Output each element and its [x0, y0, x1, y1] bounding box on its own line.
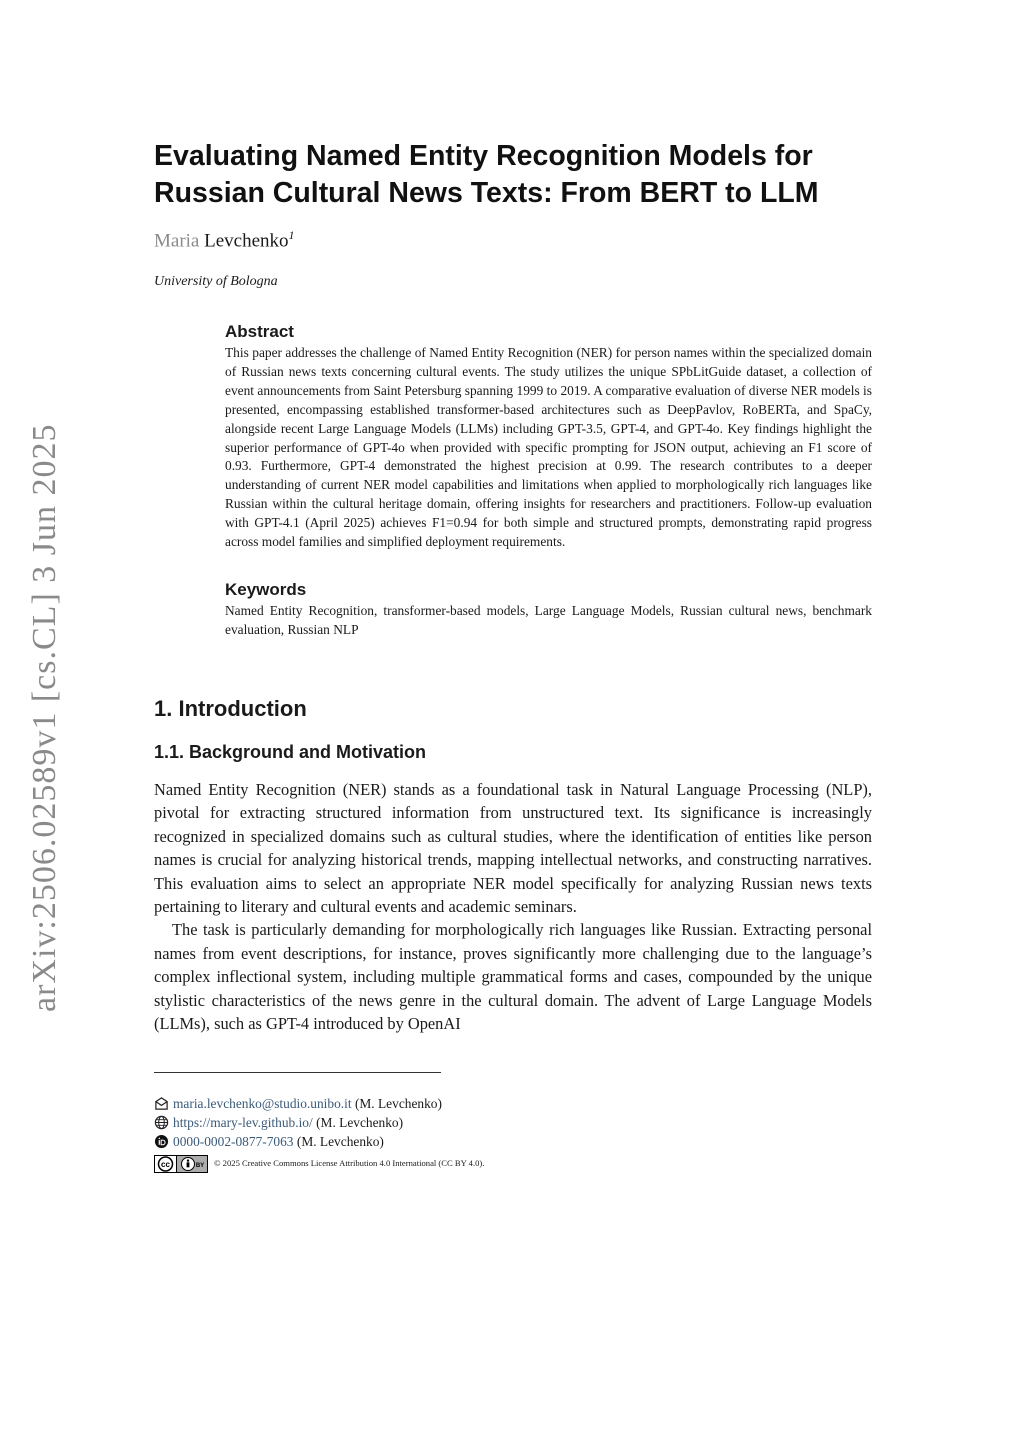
footnotes: [154, 1094, 484, 1173]
orcid-link[interactable]: 0000-0002-0877-7063: [173, 1134, 294, 1149]
url-owner: (M. Levchenko): [316, 1115, 404, 1130]
keywords-text: Named Entity Recognition, transformer-based models, Large Language Models, Russian cultural news, benchmark evaluation, Russian NLP: [225, 603, 872, 637]
paper-title: [154, 138, 874, 212]
author-first-name: Maria: [154, 230, 200, 252]
by-label: BY: [195, 1162, 205, 1169]
title-line-2: Russian Cultural News Texts: From BERT to LLM: [154, 177, 819, 209]
email-link[interactable]: maria.levchenko@studio.unibo.it: [173, 1096, 352, 1111]
body-text: [154, 778, 872, 1035]
footnote-email: [154, 1094, 484, 1113]
title-line-1: Evaluating Named Entity Recognition Models for: [154, 140, 813, 172]
homepage-link[interactable]: https://mary-lev.github.io/: [173, 1115, 313, 1130]
abstract-text: This paper addresses the challenge of Named Entity Recognition (NER) for person names within the specialized domain of Russian news texts concerning cultural events. The study utilizes the unique SPbLitGuide dataset, a collection of event announcements from Saint Petersburg spanning 1999 to 2019. A comparative evaluation of diverse NER models is presented, encompassing established transformer-based architectures such as DeepPavlov, RoBERTa, and SpaCy, alongside recent Large Language Models (LLMs) including GPT-3.5, GPT-4, and GPT-4o. Key findings highlight the superior performance of GPT-4o when provided with specific prompting for JSON output, achieving an F1 score of 0.93. Furthermore, GPT-4 demonstrated the highest precision at 0.99. The research contributes to a deeper understanding of current NER model capabilities and limitations when applied to morphologically rich languages like Russian within the cultural heritage domain, offering insights for researchers and practitioners. Follow-up evaluation with GPT-4.1 (April 2025) achieves F1=0.94 for both simple and structured prompts, demonstrating rapid progress across model families and simplified deployment requirements.: [225, 345, 872, 550]
abstract-heading: Abstract: [225, 322, 294, 341]
footnote-orcid: [154, 1132, 484, 1151]
orcid-owner: (M. Levchenko): [296, 1134, 384, 1149]
author: [154, 228, 295, 252]
affiliation: University of Bologna: [154, 274, 278, 289]
cc-by-license-icon: [154, 1155, 208, 1173]
cc-label: cc: [161, 1159, 170, 1169]
author-last-name: Levchenko: [204, 230, 289, 252]
orcid-icon: [154, 1134, 169, 1149]
keywords-section: [225, 580, 872, 640]
paragraph-2: The task is particularly demanding for morphologically rich languages like Russian. Extracting personal names from event descriptions, for instance, proves significantly more challenging due to the language’s complex inflectional system, including multiple grammatical forms and cases, compounded by the unique stylistic characteristics of the news genre in the cultural domain. The advent of Large Language Models (LLMs), such as GPT-4 introduced by OpenAI: [154, 920, 872, 1034]
globe-icon: [154, 1115, 169, 1130]
arxiv-identifier: arXiv:2506.02589v1 [cs.CL] 3 Jun 2025: [26, 423, 63, 1012]
keywords-heading: Keywords: [225, 580, 307, 599]
footnote-url: [154, 1113, 484, 1132]
email-owner: (M. Levchenko): [354, 1096, 442, 1111]
author-affiliation-mark: 1: [288, 228, 295, 242]
abstract-section: [225, 322, 872, 552]
license-row: [154, 1154, 484, 1173]
footnote-divider: [154, 1072, 441, 1073]
subsection-heading-background: 1.1. Background and Motivation: [154, 742, 427, 762]
license-text: © 2025 Creative Commons License Attribution 4.0 International (CC BY 4.0).: [214, 1158, 485, 1168]
envelope-icon: [154, 1096, 169, 1111]
section-heading-introduction: 1. Introduction: [154, 696, 307, 721]
paragraph-1: Named Entity Recognition (NER) stands as a foundational task in Natural Language Processing (NLP), pivotal for extracting structured information from unstructured text. Its significance is increasingly recognized in specialized domains such as cultural studies, where the identification of entities like person names is crucial for analyzing historical trends, mapping intellectual networks, and constructing narratives. This evaluation aims to select an appropriate NER model specifically for analyzing Russian news texts pertaining to literary and cultural events and academic seminars.: [154, 780, 872, 917]
